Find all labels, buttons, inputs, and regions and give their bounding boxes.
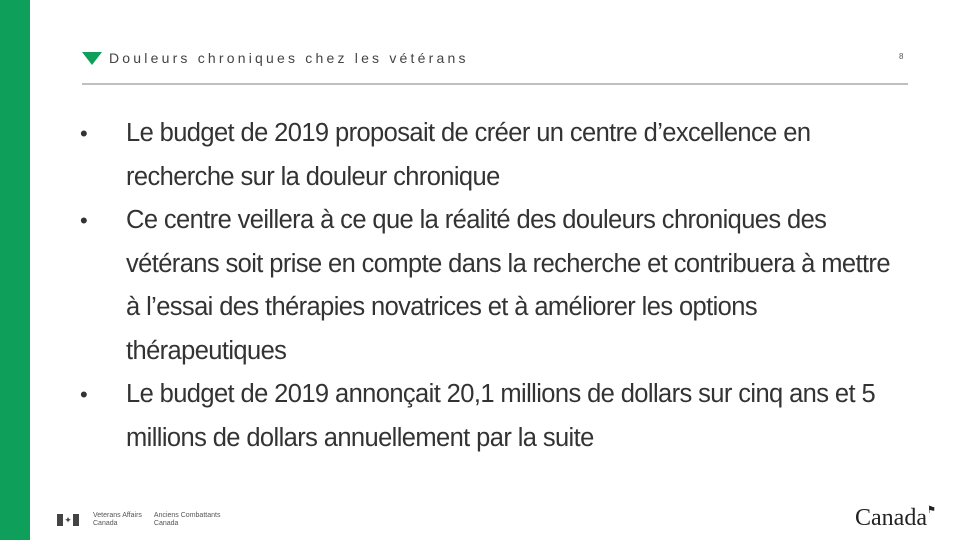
- wordmark-text: Canada: [855, 505, 927, 531]
- dept-en-line2: Canada: [93, 520, 118, 527]
- bullet-item: [80, 373, 900, 460]
- canada-flag-icon: ✦: [57, 514, 79, 526]
- dept-fr-line1: Anciens Combattants: [153, 512, 221, 519]
- bullet-marker: •: [80, 382, 88, 407]
- slide-title: Douleurs chroniques chez les vétérans: [109, 50, 469, 66]
- department-signature: [57, 512, 232, 528]
- bullet-marker: •: [80, 208, 88, 233]
- canada-wordmark: [855, 505, 936, 532]
- bullet-text: Le budget de 2019 proposait de créer un centre d’excellence en recherche sur la douleur chronique: [126, 119, 811, 191]
- header-divider: [82, 83, 908, 85]
- department-name-fr: [154, 512, 221, 528]
- bullet-item: [80, 112, 900, 199]
- bullet-marker: •: [80, 121, 88, 146]
- department-name-en: [93, 512, 142, 528]
- accent-side-bar: [0, 0, 30, 540]
- dept-en-line1: Veterans Affairs: [93, 512, 142, 519]
- dept-fr-line2: Canada: [153, 520, 179, 527]
- bullet-text: Le budget de 2019 annonçait 20,1 millions de dollars sur cinq ans et 5 millions de dollars annuellement par la suite: [126, 380, 876, 452]
- wordmark-flag-icon: ⚑: [926, 505, 936, 516]
- bullet-text: Ce centre veillera à ce que la réalité des douleurs chroniques des vétérans soit prise en compte dans la recherche et contribuera à mettre à l’essai des thérapies novatrices et à améliorer les options thérapeutiques: [126, 206, 890, 365]
- triangle-down-icon: [82, 52, 102, 65]
- bullet-item: [80, 199, 900, 373]
- slide-number: 8: [899, 52, 904, 61]
- slide-header: [82, 50, 469, 66]
- bullet-list: [80, 112, 900, 460]
